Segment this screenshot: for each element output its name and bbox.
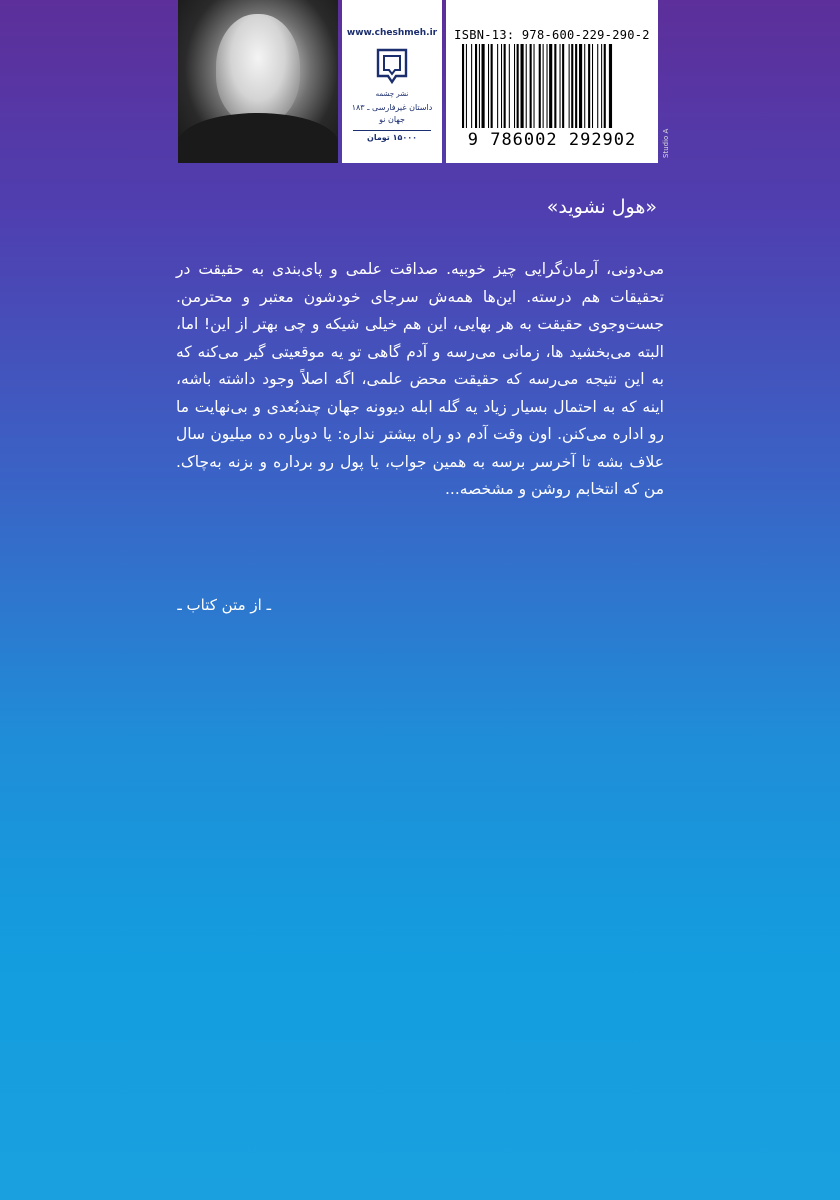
barcode-icon bbox=[460, 44, 644, 128]
excerpt-credit: ـ از متن کتاب ـ bbox=[177, 596, 271, 614]
publisher-name: نشر چشمه bbox=[375, 90, 409, 98]
barcode-digits: 9 786002 292902 bbox=[467, 130, 637, 150]
blurb-text: می‌دونی، آرمان‌گرایی چیز خوبیه. صداقت علمی و پای‌بندی به حقیقت در تحقیقات هم درسته. این‌ها همه‌ش سرجای خودشون معتبر و محترمن. جست‌وجوی حقیقت به هر بهایی، این هم خیلی شیکه و چی بهتر از این! اما، البته می‌بخشید ها، زمانی می‌رسه و آدم گاهی تو یه موقعیتی گیر می‌کنه که به این نتیجه می‌رسه که حقیقت محض علمی، اگه اصلاً وجود داشته باشه، اینه که به احتمال بسیار زیاد یه گله ابله دیوونه جهان چندبُعدی و بی‌نهایت ما رو اداره می‌کنن. اون وقت آدم دو راه بیشتر نداره: یا دوباره ده میلیون سال علاف بشه تا آخرسر برسه به همین جواب، یا پول رو برداره و بزنه به‌چاک. من که انتخابم روشن و مشخصه... bbox=[176, 260, 664, 498]
series-line-2: جهان نو bbox=[379, 115, 405, 124]
barcode-box bbox=[446, 0, 658, 163]
book-title: «هول نشوید» bbox=[546, 196, 657, 218]
author-photo bbox=[178, 0, 338, 163]
studio-credit: Studio A bbox=[662, 128, 670, 158]
divider bbox=[353, 130, 431, 131]
price: ۱۵۰۰۰ تومان bbox=[366, 133, 417, 142]
publisher-url: www.cheshmeh.ir bbox=[346, 28, 438, 38]
publisher-box bbox=[342, 0, 442, 163]
series-label bbox=[342, 102, 442, 126]
isbn-text: ISBN-13: 978-600-229-290-2 bbox=[454, 28, 650, 42]
author-shirt bbox=[178, 113, 338, 163]
series-line-1: داستان غیرفارسی ـ ۱۸۳ bbox=[351, 103, 433, 112]
author-face bbox=[216, 14, 300, 124]
book-logo-icon bbox=[374, 44, 410, 88]
